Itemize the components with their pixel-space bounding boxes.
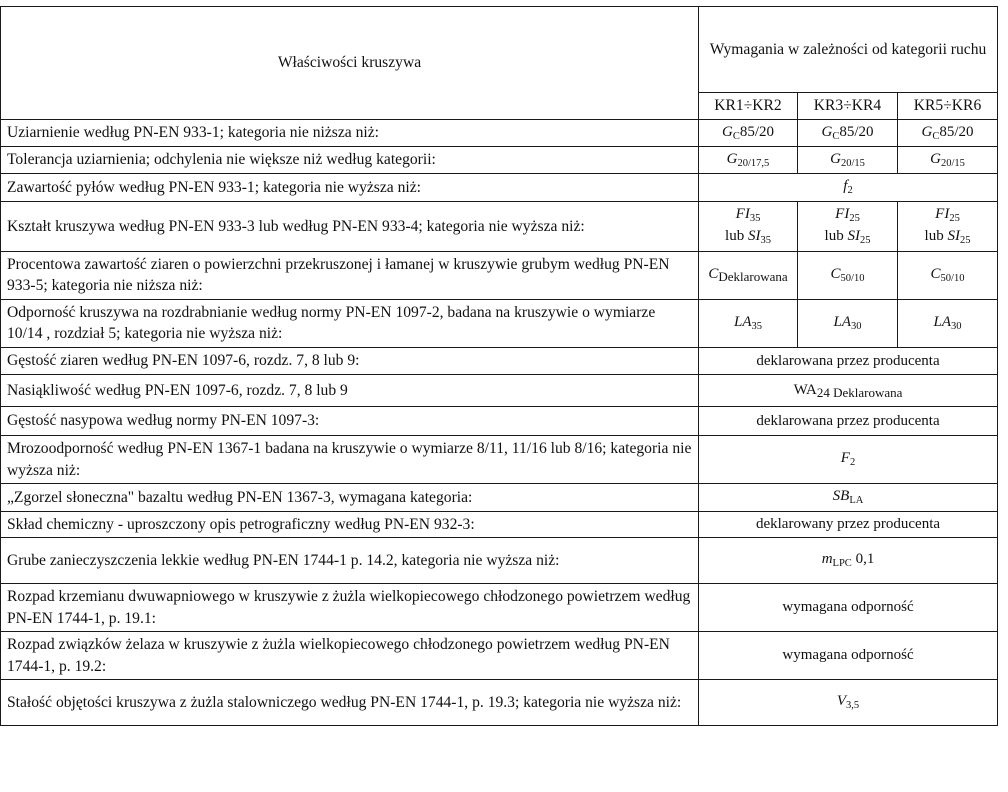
property-cell: Uziarnienie według PN-EN 933-1; kategoria nie niższa niż:: [1, 119, 699, 146]
property-cell: Grube zanieczyszczenia lekkie według PN-EN 1744-1 p. 14.2, kategoria nie wyższa niż:: [1, 538, 699, 584]
table-row: [1, 251, 998, 299]
requirement-cell: $G_C85/20$: [798, 119, 898, 146]
table-row: [1, 584, 998, 632]
property-cell: Skład chemiczny - uproszczony opis petrograficzny według PN-EN 932-3:: [1, 511, 699, 538]
property-cell: Gęstość ziaren według PN-EN 1097-6, rozdz. 7, 8 lub 9:: [1, 348, 699, 375]
requirement-cell: $LA_{35}$: [699, 299, 798, 347]
requirement-cell: $G_C85/20$: [699, 119, 798, 146]
requirement-cell: $G_{20/17,5}$: [699, 147, 798, 174]
requirement-cell: $C_{Deklarowana}$: [699, 251, 798, 299]
requirement-cell: deklarowana przez producenta: [699, 407, 998, 436]
requirement-cell: $V_{3,5}$: [699, 680, 998, 726]
property-cell: Zawartość pyłów według PN-EN 933-1; kategoria nie wyższa niż:: [1, 174, 699, 201]
table-row: [1, 407, 998, 436]
requirement-cell: wymagana odporność: [699, 632, 998, 680]
requirement-cell: $FI_{25}$ lub $SI_{25}$: [798, 201, 898, 251]
property-cell: Rozpad krzemianu dwuwapniowego w kruszywie z żużla wielkopiecowego chłodzonego powietrzem według PN-EN 1744-1, p. 19.1:: [1, 584, 699, 632]
table-row: [1, 375, 998, 407]
table-row: [1, 436, 998, 484]
property-cell: Kształt kruszywa według PN-EN 933-3 lub według PN-EN 933-4; kategoria nie wyższa niż:: [1, 201, 699, 251]
requirement-cell: $WA_{24 Deklarowana}$: [699, 375, 998, 407]
table-row: [1, 119, 998, 146]
table-row: [1, 147, 998, 174]
requirement-cell: $SB_{LA}$: [699, 484, 998, 511]
requirement-cell: $G_{20/15}$: [798, 147, 898, 174]
requirement-cell: $m_{LPC}$ 0,1: [699, 538, 998, 584]
property-cell: Gęstość nasypowa według normy PN-EN 1097-3:: [1, 407, 699, 436]
table-row: [1, 538, 998, 584]
requirement-cell: deklarowana przez producenta: [699, 348, 998, 375]
requirement-cell: $G_C85/20$: [898, 119, 998, 146]
property-cell: Rozpad związków żelaza w kruszywie z żużla wielkopiecowego chłodzonego powietrzem według PN-EN 1744-1, p. 19.2:: [1, 632, 699, 680]
table-row: [1, 511, 998, 538]
requirement-cell: $F_2$: [699, 436, 998, 484]
property-cell: Nasiąkliwość według PN-EN 1097-6, rozdz. 7, 8 lub 9: [1, 375, 699, 407]
requirement-cell: $C_{50/10}$: [798, 251, 898, 299]
property-cell: Procentowa zawartość ziaren o powierzchni przekruszonej i łamanej w kruszywie grubym według PN-EN 933-5; kategoria nie niższa niż:: [1, 251, 699, 299]
property-cell: Mrozoodporność według PN-EN 1367-1 badana na kruszywie o wymiarze 8/11, 11/16 lub 8/16; kategoria nie wyższa niż:: [1, 436, 699, 484]
requirement-cell: $FI_{35}$ lub $SI_{35}$: [699, 201, 798, 251]
table-row: [1, 484, 998, 511]
aggregate-requirements-table: [0, 6, 998, 726]
header-category-3: KR5÷KR6: [898, 93, 998, 120]
table-row: [1, 201, 998, 251]
requirement-cell: wymagana odporność: [699, 584, 998, 632]
table-row: [1, 299, 998, 347]
property-cell: Stałość objętości kruszywa z żużla stalowniczego według PN-EN 1744-1, p. 19.3; kategoria nie wyższa niż:: [1, 680, 699, 726]
requirement-cell: $FI_{25}$ lub $SI_{25}$: [898, 201, 998, 251]
table-row: [1, 174, 998, 201]
requirement-cell: deklarowany przez producenta: [699, 511, 998, 538]
requirement-cell: $C_{50/10}$: [898, 251, 998, 299]
requirement-cell: $G_{20/15}$: [898, 147, 998, 174]
table-row: [1, 680, 998, 726]
header-category-1: KR1÷KR2: [699, 93, 798, 120]
header-category-2: KR3÷KR4: [798, 93, 898, 120]
property-cell: Odporność kruszywa na rozdrabnianie według normy PN-EN 1097-2, badana na kruszywie o wymiarze 10/14 , rozdział 5; kategoria nie wyższa niż:: [1, 299, 699, 347]
property-cell: Tolerancja uziarnienia; odchylenia nie większe niż według kategorii:: [1, 147, 699, 174]
requirement-cell: $f_2$: [699, 174, 998, 201]
requirement-cell: $LA_{30}$: [898, 299, 998, 347]
table-row: [1, 632, 998, 680]
table-row: [1, 348, 998, 375]
header-requirements: Wymagania w zależności od kategorii ruchu: [699, 7, 998, 93]
header-property: Właściwości kruszywa: [1, 7, 699, 120]
requirement-cell: $LA_{30}$: [798, 299, 898, 347]
property-cell: „Zgorzel słoneczna" bazaltu według PN-EN 1367-3, wymagana kategoria:: [1, 484, 699, 511]
